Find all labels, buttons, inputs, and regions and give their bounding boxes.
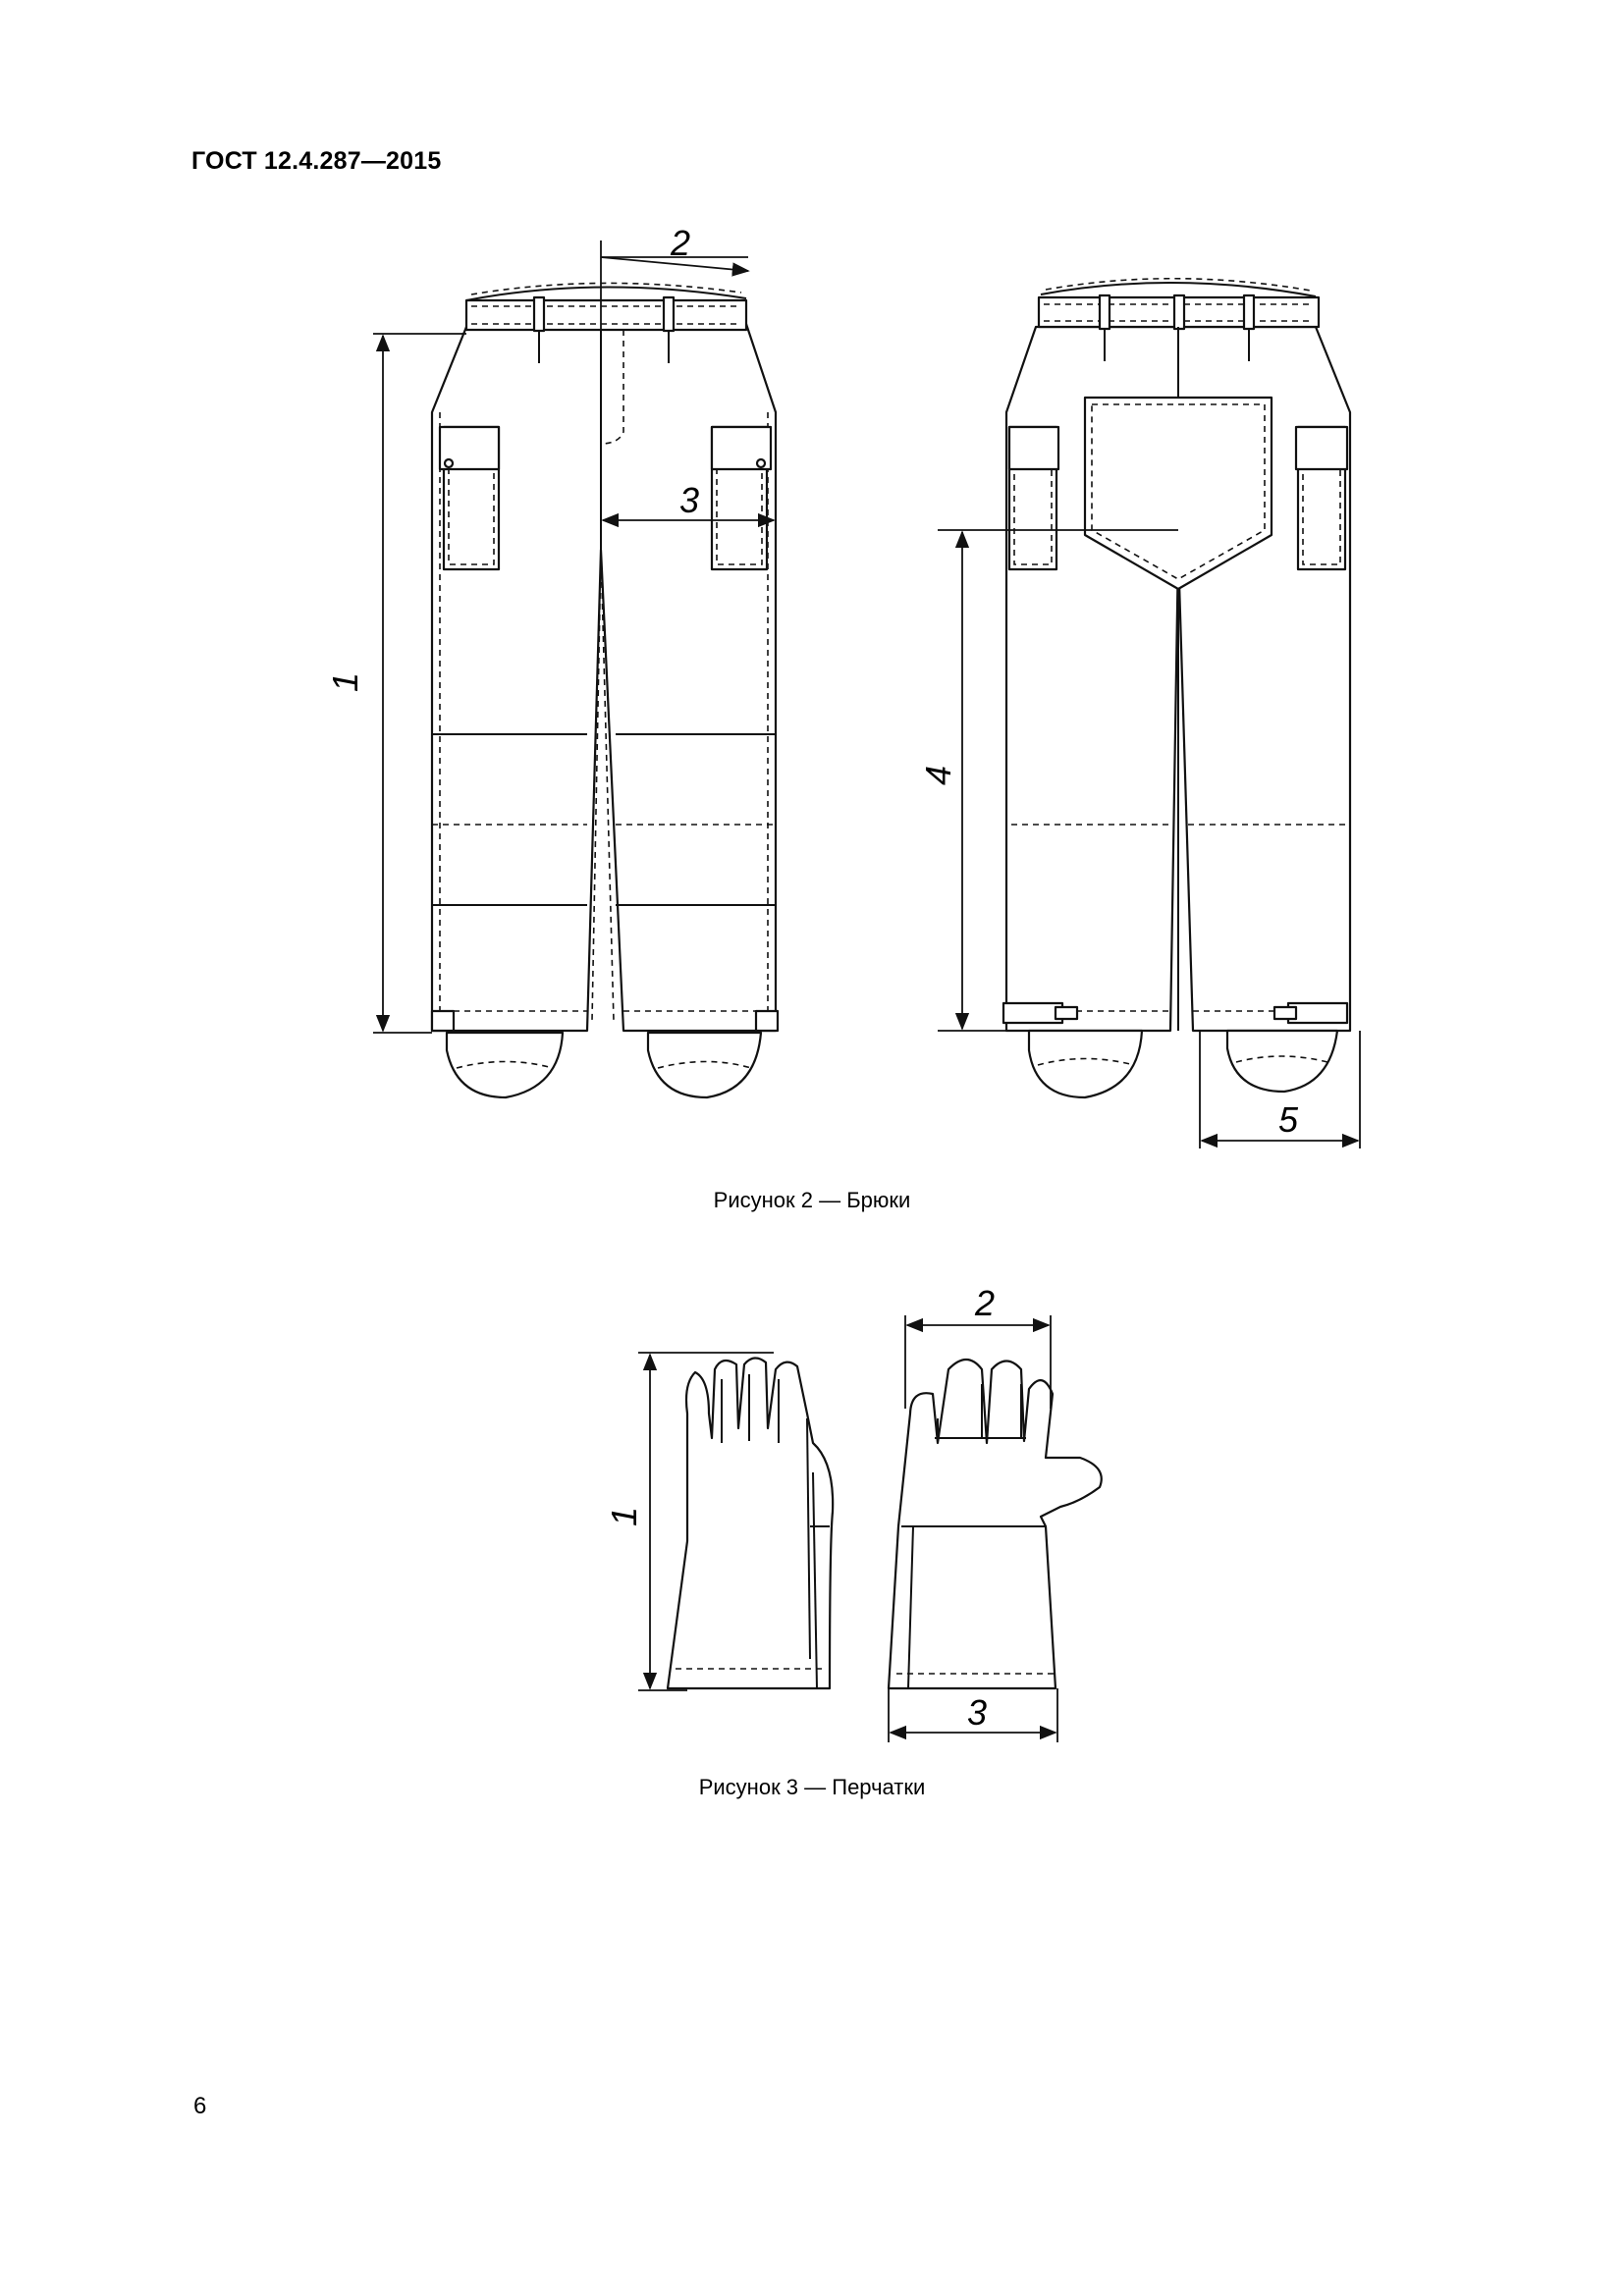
figure-3-caption: Рисунок 3 — Перчатки — [698, 1775, 926, 1799]
glove-dimension-label-1: 1 — [604, 1506, 644, 1526]
glove-dimension-label-3: 3 — [967, 1692, 988, 1733]
dimension-label-2: 2 — [671, 223, 691, 263]
dimension-label-4: 4 — [918, 765, 958, 785]
document-header: ГОСТ 12.4.287—2015 — [191, 147, 442, 175]
dimension-label-5: 5 — [1278, 1099, 1299, 1140]
glove-dimension-label-2: 2 — [975, 1283, 996, 1323]
figure-2-caption: Рисунок 2 — Брюки — [713, 1188, 911, 1212]
page-number: 6 — [193, 2093, 207, 2119]
dimension-label-1: 1 — [325, 671, 365, 692]
glove-side-view — [668, 1358, 833, 1688]
glove-front-view — [889, 1360, 1102, 1688]
dimension-label-3: 3 — [679, 480, 700, 520]
